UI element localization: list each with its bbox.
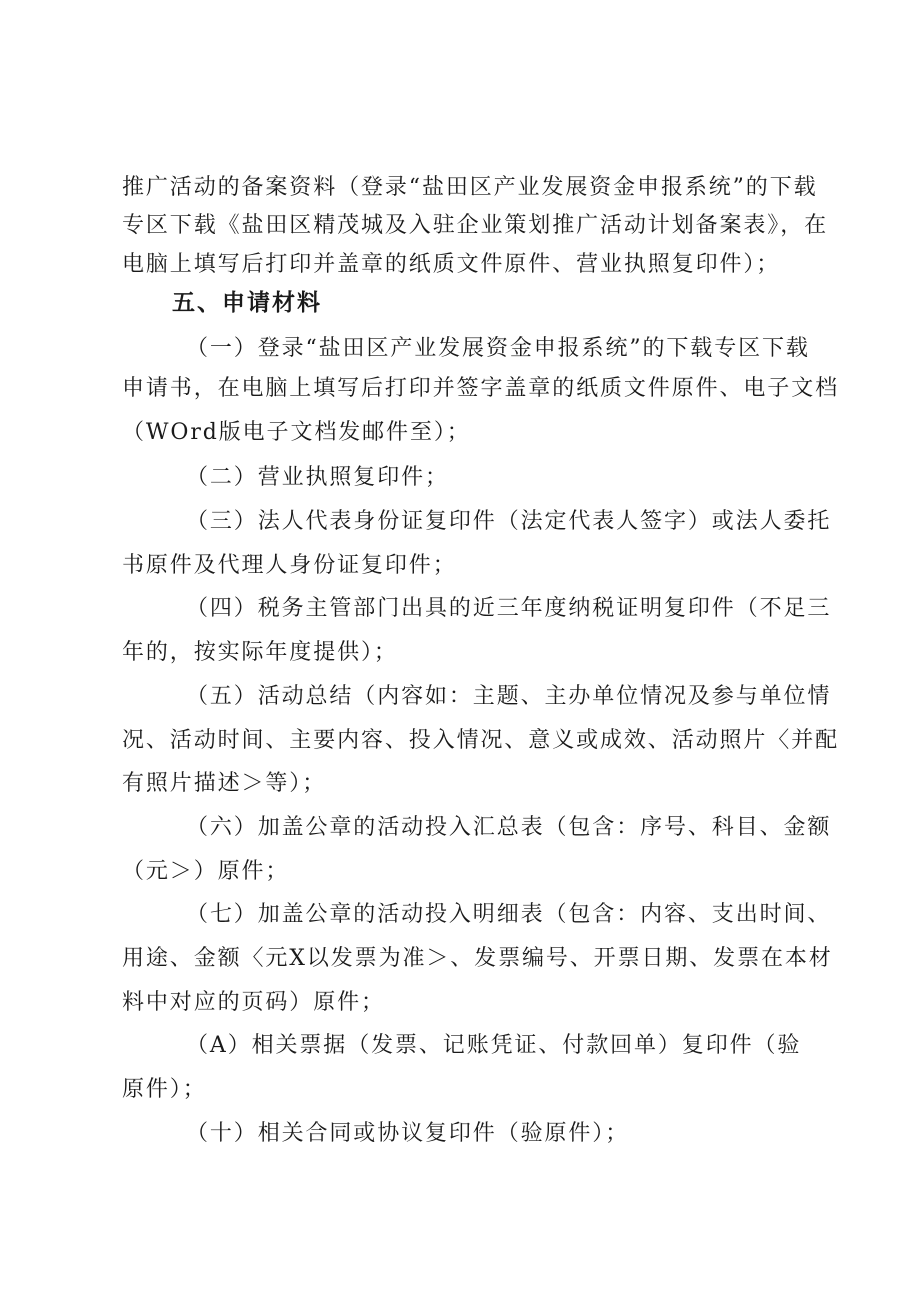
item-5-line-1: （五）活动总结（内容如：主题、主办单位情况及参与单位情 bbox=[186, 684, 832, 709]
item-3-line-2: 书原件及代理人身份证复印件； bbox=[122, 553, 457, 578]
item-3-line-1: （三）法人代表身份证复印件（法定代表人签字）或法人委托 bbox=[186, 509, 832, 534]
paragraph-line-1: 推广活动的备案资料（登录“盐田区产业发展资金申报系统”的下载 bbox=[122, 175, 818, 200]
item-5-line-3: 有照片描述＞等）； bbox=[122, 771, 327, 796]
item-1-line-1: （一）登录“盐田区产业发展资金申报系统”的下载专区下载 bbox=[186, 336, 810, 361]
item-6-line-1: （六）加盖公章的活动投入汇总表（包含：序号、科目、金额 bbox=[186, 815, 832, 840]
item-1-line-3: （WOrd版电子文档发邮件至）； bbox=[122, 420, 471, 445]
item-4-line-2: 年的，按实际年度提供）； bbox=[122, 640, 398, 665]
item-7-line-1: （七）加盖公章的活动投入明细表（包含：内容、支出时间、 bbox=[186, 902, 832, 927]
item-2-line-1: （二）营业执照复印件； bbox=[186, 465, 449, 490]
item-8-line-2: 原件）； bbox=[122, 1077, 207, 1102]
item-4-line-1: （四）税务主管部门出具的近三年度纳税证明复印件（不足三 bbox=[186, 596, 832, 621]
item-9-line-1: （十）相关合同或协议复印件（验原件）； bbox=[186, 1121, 630, 1146]
item-7-line-2: 用途、金额〈元X以发票为准＞、发票编号、开票日期、发票在本材 bbox=[122, 946, 833, 971]
item-6-line-2: （元＞）原件； bbox=[122, 859, 290, 884]
paragraph-line-3: 电脑上填写后打印并盖章的纸质文件原件、营业执照复印件）； bbox=[122, 252, 781, 277]
item-7-line-3: 料中对应的页码）原件； bbox=[122, 990, 385, 1015]
section-heading: 五、申请材料 bbox=[172, 290, 322, 316]
item-1-line-2: 申请书，在电脑上填写后打印并签字盖章的纸质文件原件、电子文档 bbox=[122, 376, 840, 401]
paragraph-line-2: 专区下载《盐田区精茂城及入驻企业策划推广活动计划备案表》，在 bbox=[122, 213, 829, 238]
item-5-line-2: 况、活动时间、主要内容、投入情况、意义或成效、活动照片〈并配 bbox=[122, 728, 840, 753]
item-8-line-1: （A）相关票据（发票、记账凭证、付款回单）复印件（验 bbox=[186, 1033, 802, 1058]
